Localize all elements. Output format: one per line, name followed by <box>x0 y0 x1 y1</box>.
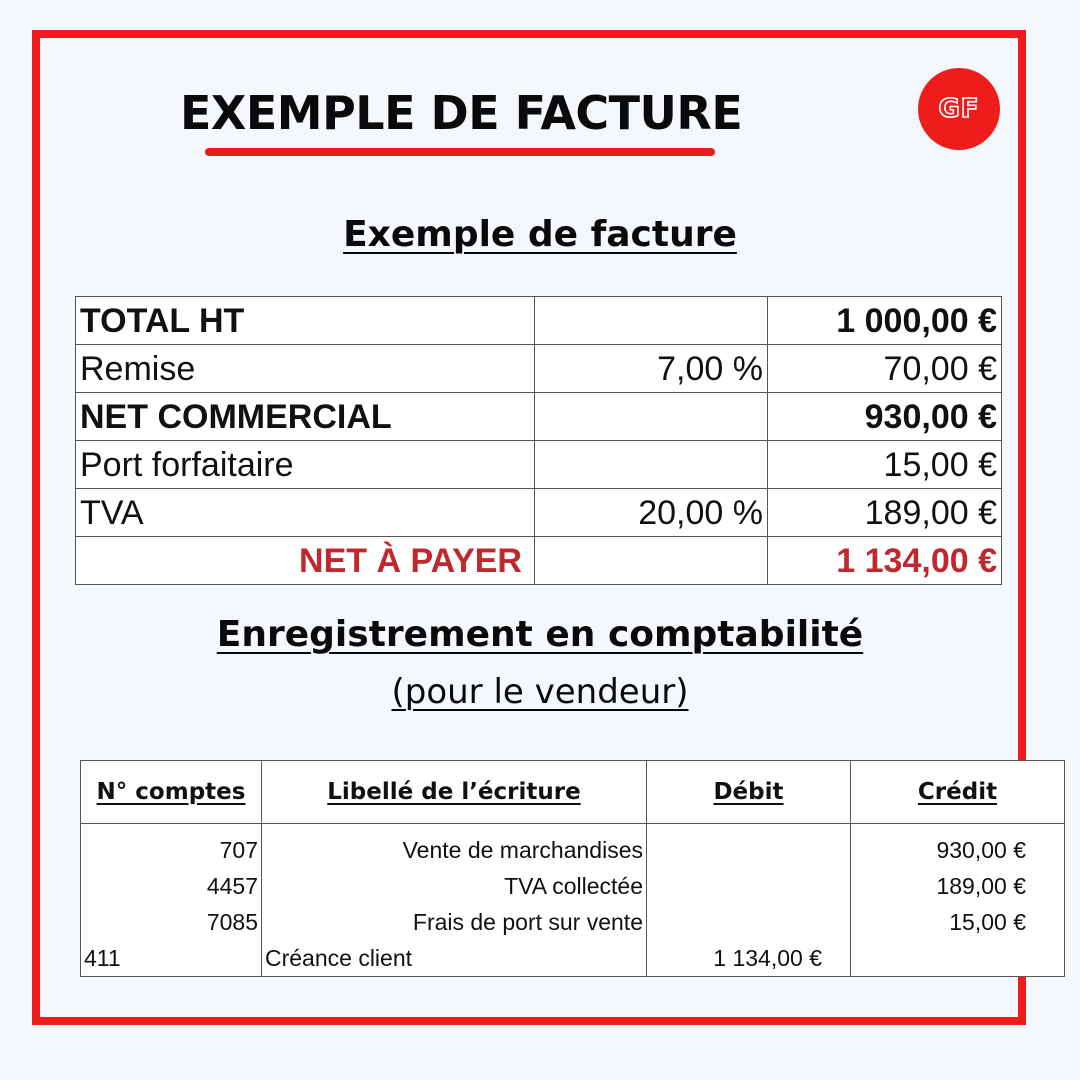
accounting-row <box>81 868 1065 904</box>
invoice-label: TOTAL HT <box>76 297 535 345</box>
logo-text: GF <box>938 94 980 124</box>
entry-account: 707 <box>81 824 262 869</box>
entry-label: Vente de marchandises <box>262 824 647 869</box>
invoice-row-remise <box>76 345 1002 393</box>
entry-account: 7085 <box>81 904 262 940</box>
entry-label: Créance client <box>262 940 647 977</box>
header-debit: Débit <box>647 761 851 824</box>
invoice-label: Remise <box>76 345 535 393</box>
accounting-header-row <box>81 761 1065 824</box>
gf-logo <box>918 68 1000 150</box>
accounting-section-subtitle: (pour le vendeur) <box>391 672 689 712</box>
invoice-rate <box>535 441 768 489</box>
invoice-rate <box>535 393 768 441</box>
entry-debit <box>647 868 851 904</box>
accounting-row <box>81 824 1065 869</box>
entry-credit: 189,00 € <box>851 868 1065 904</box>
invoice-row-net-a-payer <box>76 537 1002 585</box>
invoice-table <box>75 296 1002 585</box>
invoice-amount: 15,00 € <box>768 441 1002 489</box>
entry-credit: 930,00 € <box>851 824 1065 869</box>
entry-credit <box>851 940 1065 977</box>
header-credit: Crédit <box>851 761 1065 824</box>
invoice-label: TVA <box>76 489 535 537</box>
invoice-row-port <box>76 441 1002 489</box>
invoice-amount: 189,00 € <box>768 489 1002 537</box>
header-label: Libellé de l’écriture <box>262 761 647 824</box>
entry-debit <box>647 904 851 940</box>
invoice-rate <box>535 537 768 585</box>
entry-account: 4457 <box>81 868 262 904</box>
entry-account: 411 <box>81 940 262 977</box>
page-title: EXEMPLE DE FACTURE <box>180 86 743 140</box>
invoice-rate <box>535 297 768 345</box>
invoice-section-title: Exemple de facture <box>343 214 737 255</box>
entry-credit: 15,00 € <box>851 904 1065 940</box>
invoice-rate: 7,00 % <box>535 345 768 393</box>
accounting-row <box>81 904 1065 940</box>
invoice-amount: 930,00 € <box>768 393 1002 441</box>
invoice-row-tva <box>76 489 1002 537</box>
invoice-rate: 20,00 % <box>535 489 768 537</box>
invoice-amount: 1 000,00 € <box>768 297 1002 345</box>
invoice-row-net-commercial <box>76 393 1002 441</box>
accounting-table <box>80 760 1065 977</box>
entry-debit: 1 134,00 € <box>647 940 851 977</box>
accounting-row <box>81 940 1065 977</box>
entry-debit <box>647 824 851 869</box>
invoice-label: NET À PAYER <box>76 537 535 585</box>
accounting-section-title: Enregistrement en comptabilité <box>216 614 864 655</box>
invoice-amount: 70,00 € <box>768 345 1002 393</box>
invoice-label: Port forfaitaire <box>76 441 535 489</box>
title-underline <box>205 148 715 156</box>
invoice-label: NET COMMERCIAL <box>76 393 535 441</box>
invoice-amount: 1 134,00 € <box>768 537 1002 585</box>
entry-label: Frais de port sur vente <box>262 904 647 940</box>
header-account: N° comptes <box>81 761 262 824</box>
invoice-row-total-ht <box>76 297 1002 345</box>
entry-label: TVA collectée <box>262 868 647 904</box>
